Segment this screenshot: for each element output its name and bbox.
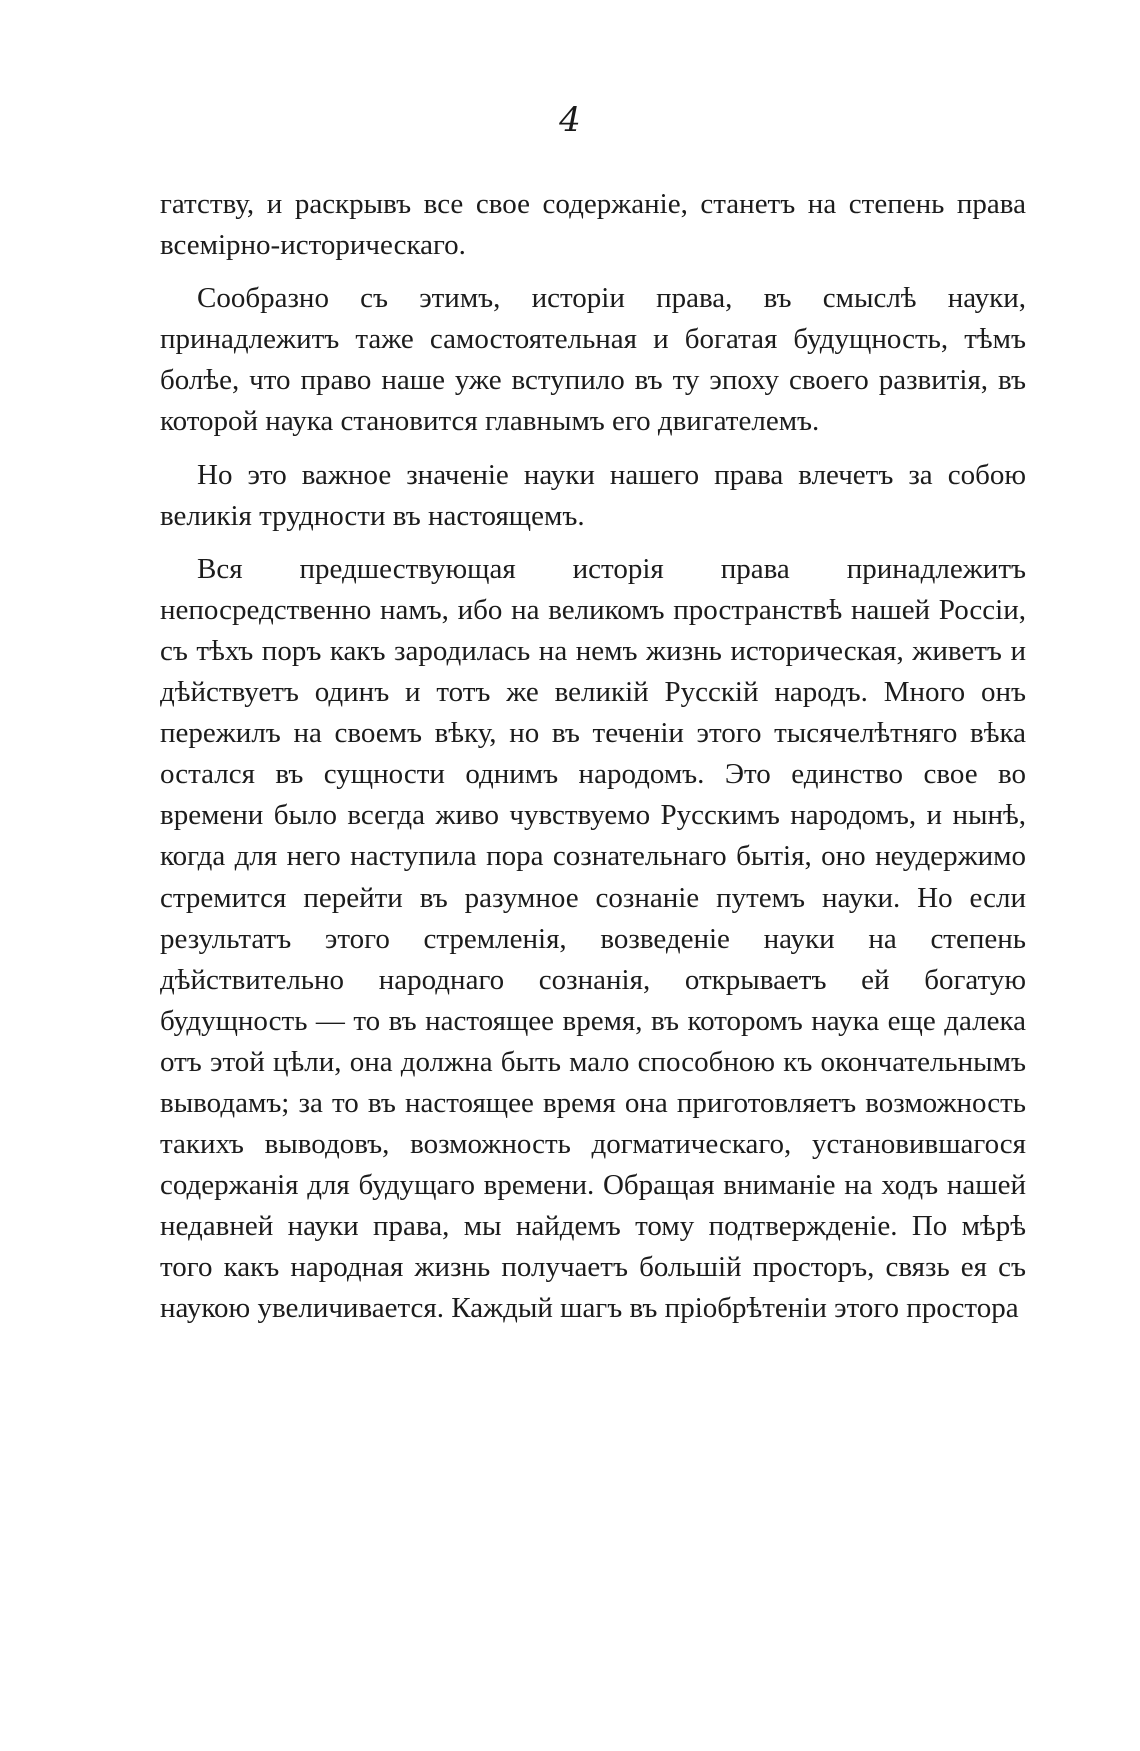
paragraph: Но это важное значеніе науки нашего права влечетъ за собою великія трудности въ настоящемъ.: [160, 458, 1026, 532]
paragraph: Вся предшествующая исторія права принадлежитъ непосредственно намъ, ибо на великомъ пространствѣ нашей Россіи, съ тѣхъ поръ какъ зародилась на немъ жизнь историческая, живетъ и дѣйствуетъ одинъ и тотъ же великій Русскій народъ. Много онъ пережилъ на своемъ вѣку, но въ теченіи этого тысячелѣтняго вѣка остался въ сущности однимъ народомъ. Это единство свое во времени было всегда живо чувствуемо Русскимъ народомъ, и нынѣ, когда для него наступила пора сознательнаго бытія, оно неудержимо стремится перейти въ разумное сознаніе путемъ науки. Но если результатъ этого стремленія, возведеніе науки на степень дѣйствительно народнаго сознанія, открываетъ ей богатую будущность — то въ настоящее время, въ которомъ наука еще далека отъ этой цѣли, она должна быть мало способною къ окончательнымъ выводамъ; за то въ настоящее время она приготовляетъ возможность такихъ выводовъ, возможность догматическаго, установившагося содержанія для будущаго времени. Обращая вниманіе на ходъ нашей недавней науки права, мы найдемъ тому подтвержденіе. По мѣрѣ того какъ народная жизнь получаетъ большій просторъ, связь ея съ наукою увеличивается. Каждый шагъ въ пріобрѣтеніи этого простора: [160, 552, 1026, 1325]
page-number: 4: [559, 100, 581, 140]
body-text: [160, 184, 1026, 1330]
paragraph: Сообразно съ этимъ, исторіи права, въ смыслѣ науки, принадлежитъ таже самостоятельная и богатая будущность, тѣмъ болѣе, что право наше уже вступило въ ту эпоху своего развитія, въ которой наука становится главнымъ его двигателемъ.: [160, 282, 1026, 438]
paragraph: гатству, и раскрывъ все свое содержаніе, станетъ на степень права всемірно-историческаго.: [160, 188, 1026, 262]
